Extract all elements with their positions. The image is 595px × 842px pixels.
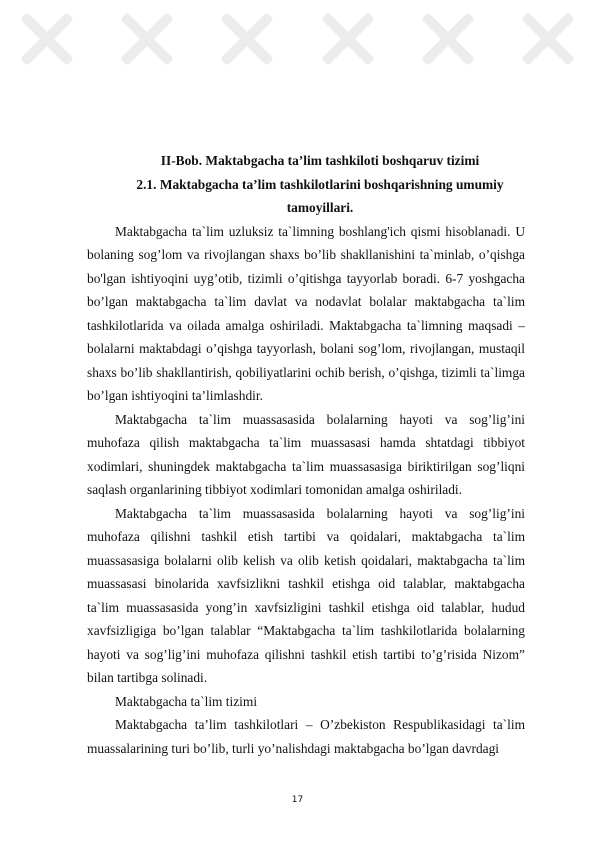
paragraph-health: Maktabgacha ta`lim muassasasida bolalarning hayoti va sog’lig’ini muhofaza qilish maktabgacha ta`lim muassasasi hamda shtatdagi tibbiyot xodimlari, shuningdek maktabgacha ta`lim muassasasiga biriktirilgan sog’liqni saqlash organlarining tibbiyot xodimlari tomonidan amalga oshiriladi. xyxy=(87,411,525,497)
chapter-title: II-Bob. Maktabgacha ta’lim tashkiloti boshqaruv tizimi xyxy=(160,153,480,168)
paragraph-intro: Maktabgacha ta`lim uzluksiz ta`limning boshlang'ich qismi hisoblanadi. U bolaning sog’lom va rivojlangan shaxs bo’lib shakllanishini ta`minlab, o’qishga bo'lgan ishtiyoqini uyg’otib, tizimli o’qitishga tayyorlab boradi. 6-7 yoshgacha bo’lgan maktabgacha ta`lim davlat va nodavlat bolalar maktabgacha ta`lim tashkilotlarida va oilada amalga oshiriladi. Maktabgacha ta`limning maqsadi – bolalarni maktabdagi o’qishga tayyorlash, bolani sog’lom, rivojlangan, mustaqil shaxs bo’lib shakllantirish, qobiliyatlarini ochib berish, o’qishga, tizimli ta`limga bo’lgan ishtiyoqini ta’limlashdir. xyxy=(87,223,525,403)
watermark-x-icon xyxy=(218,10,276,68)
watermark-x-icon xyxy=(319,10,377,68)
watermark-x-icon xyxy=(118,10,176,68)
page-number: 17 xyxy=(291,795,304,805)
paragraph-safety: Maktabgacha ta`lim muassasasida bolalarning hayoti va sog’lig’ini muhofaza qilishni tashkil etish tartibi va qoidalari, maktabgacha ta`lim muassasasiga bolalarni olib kelish va olib ketish qoidalari, maktabgacha ta`lim muassasasi binolarida xavfsizlikni tashkil etishga oid talablar, maktabgacha ta`lim muassasasida yong’in xavfsizligini tashkil etishga oid talablar, hudud xavfsizligiga bo’lgan talablar “Maktabgacha ta`lim tashkilotlarida bolalarning hayoti va sog’lig’ini muhofaza qilishni tashkil etish tartibi to’g’risida Nizom” bilan tartibga solinadi. xyxy=(87,505,525,685)
section-title: 2.1. Maktabgacha ta’lim tashkilotlarini boshqarishning umumiy tamoyillari. xyxy=(136,176,504,215)
watermark-x-icon xyxy=(419,10,477,68)
paragraph-definition: Maktabgacha ta’lim tashkilotlari – O’zbekiston Respublikasidagi ta`lim muassalarining turi bo’lib, turli yo’nalishdagi maktabgacha bo’lgan davrdagi xyxy=(87,717,525,756)
document-body xyxy=(87,149,525,760)
watermark xyxy=(0,10,595,125)
watermark-x-icon xyxy=(18,10,76,68)
watermark-x-icon xyxy=(519,10,577,68)
paragraph-subheading: Maktabgacha ta`lim tizimi xyxy=(115,693,258,709)
